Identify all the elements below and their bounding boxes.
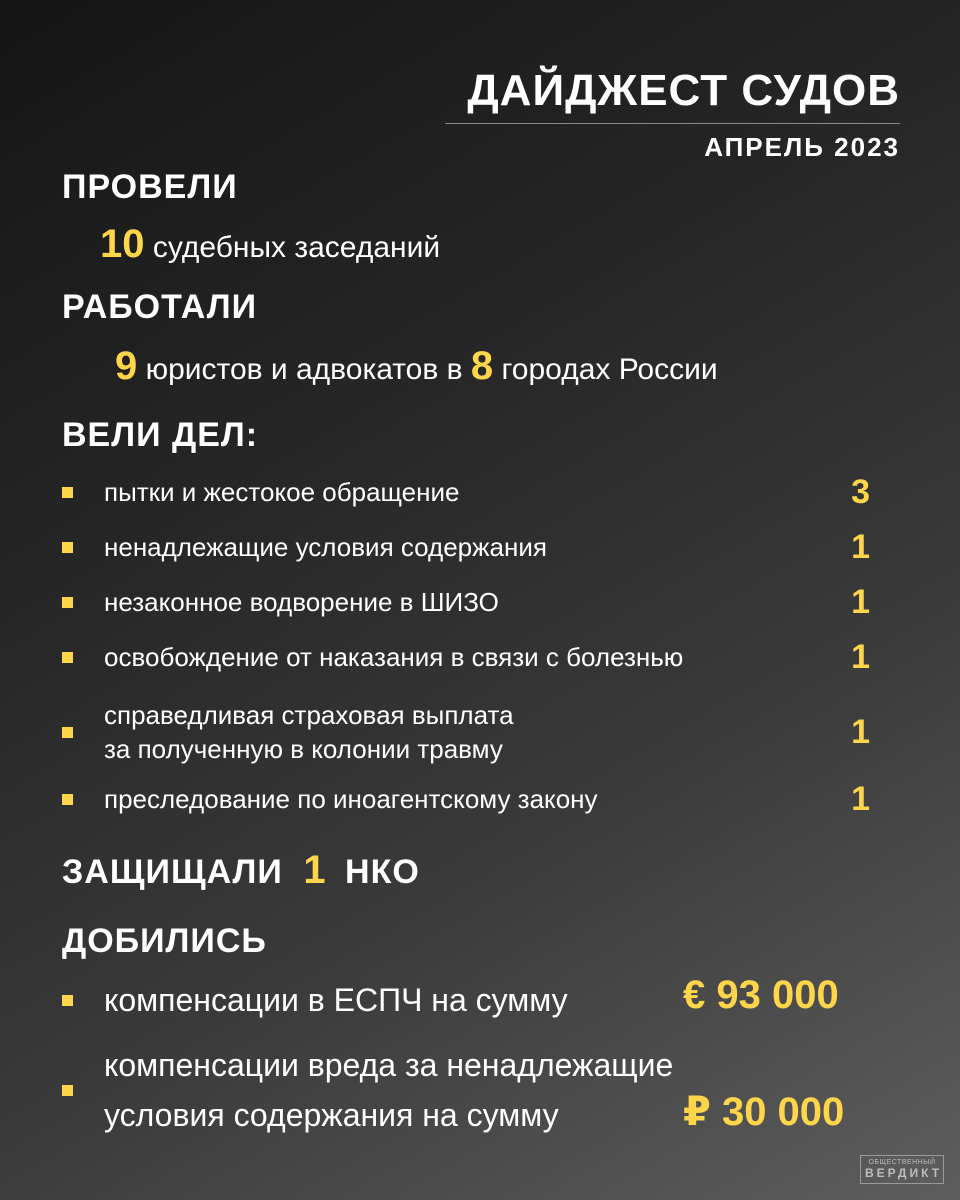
- worked-stat: [115, 344, 718, 389]
- logo-line: ВЕРДИКТ: [865, 1166, 943, 1180]
- case-count: 1: [851, 527, 870, 566]
- page-subtitle: АПРЕЛЬ 2023: [704, 132, 900, 162]
- square-bullet-icon: [62, 727, 73, 738]
- defended-heading: ЗАЩИЩАЛИ: [62, 853, 283, 891]
- cities-text: городах России: [501, 353, 718, 386]
- defended-count: 1: [303, 848, 327, 892]
- achievement-amount: € 93 000: [683, 973, 839, 1017]
- case-row: [62, 637, 870, 677]
- case-count: 3: [851, 472, 870, 511]
- held-stat: [100, 222, 440, 267]
- held-text: судебных заседаний: [152, 231, 441, 264]
- achievement-row: [62, 975, 568, 1025]
- lawyers-text: юристов и адвокатов в: [145, 353, 463, 386]
- defended-line: [62, 848, 420, 893]
- achieved-heading: ДОБИЛИСЬ: [62, 922, 267, 960]
- achievement-label-line: условия содержания на сумму: [104, 1097, 559, 1133]
- case-count: 1: [851, 637, 870, 676]
- brand-logo: [860, 1155, 944, 1184]
- achievement-row: [62, 1040, 673, 1140]
- case-label: ненадлежащие условия содержания: [104, 532, 547, 562]
- logo-line: ОБЩЕСТВЕННЫЙ: [868, 1159, 936, 1166]
- square-bullet-icon: [62, 794, 73, 805]
- square-bullet-icon: [62, 542, 73, 553]
- held-heading: ПРОВЕЛИ: [62, 168, 238, 206]
- defended-text: НКО: [345, 853, 420, 891]
- achievement-label: компенсации в ЕСПЧ на сумму: [104, 982, 568, 1018]
- page-title: ДАЙДЖЕСТ СУДОВ: [467, 66, 900, 115]
- cases-heading: ВЕЛИ ДЕЛ:: [62, 416, 259, 454]
- square-bullet-icon: [62, 995, 73, 1006]
- case-count: 1: [851, 582, 870, 621]
- square-bullet-icon: [62, 597, 73, 608]
- achievement-label: [104, 1040, 673, 1140]
- case-label: преследование по иноагентскому закону: [104, 784, 598, 814]
- case-row: [62, 472, 870, 512]
- cities-count: 8: [470, 344, 494, 388]
- achievement-amount: ₽ 30 000: [683, 1090, 845, 1134]
- title-divider: [445, 123, 900, 124]
- case-row: [62, 696, 870, 768]
- case-row: [62, 779, 870, 819]
- case-count: 1: [851, 779, 870, 818]
- worked-heading: РАБОТАЛИ: [62, 288, 258, 326]
- lawyers-count: 9: [115, 344, 138, 388]
- case-row: [62, 527, 870, 567]
- held-count: 10: [100, 222, 145, 266]
- case-count: 1: [851, 712, 870, 751]
- square-bullet-icon: [62, 1085, 73, 1096]
- square-bullet-icon: [62, 487, 73, 498]
- case-label: пытки и жестокое обращение: [104, 477, 460, 507]
- case-label: освобождение от наказания в связи с болезнью: [104, 642, 684, 672]
- square-bullet-icon: [62, 652, 73, 663]
- case-label: незаконное водворение в ШИЗО: [104, 587, 499, 617]
- achievement-label-line: компенсации вреда за ненадлежащие: [104, 1047, 674, 1083]
- case-row: [62, 582, 870, 622]
- case-label: справедливая страховая выплата за полученную в колонии травму: [104, 700, 514, 764]
